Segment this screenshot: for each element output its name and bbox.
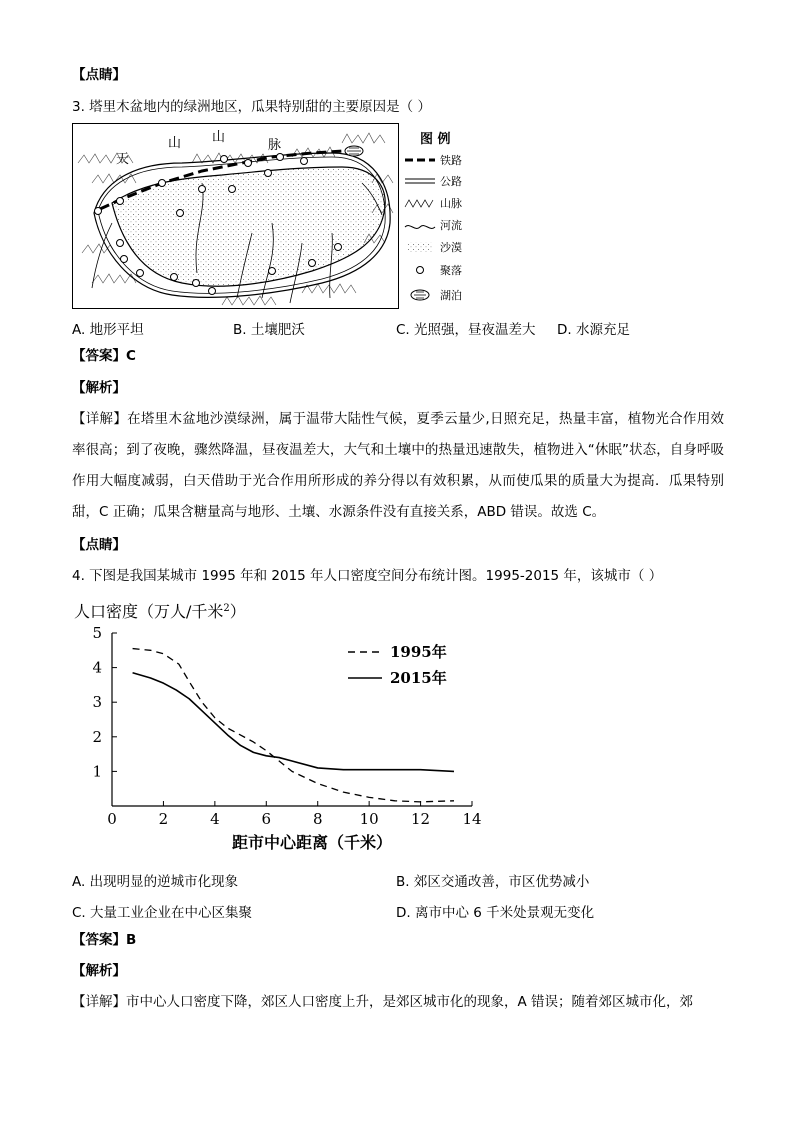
x-tick-label: 0 [107, 810, 117, 828]
y-tick-label: 2 [92, 727, 102, 746]
legend-mountain-label: 山脉 [440, 197, 462, 210]
legend-railway-label: 铁路 [440, 154, 462, 167]
legend-2015-label: 2015年 [390, 669, 447, 687]
legend-desert-symbol [407, 242, 433, 252]
population-density-chart [72, 598, 492, 858]
legend-river-label: 河流 [440, 219, 462, 232]
x-tick-label: 10 [359, 810, 379, 828]
chart-ylabel-sup: 2 [223, 603, 230, 614]
q3-answer [72, 347, 136, 365]
x-tick-label: 12 [411, 810, 431, 828]
chart-xlabel: 距市中心距离（千米） [231, 833, 393, 852]
y-tick-label: 4 [92, 658, 102, 677]
q4-option-b: B. 郊区交通改善，市区优势减小 [396, 874, 590, 890]
chart-legend [348, 643, 447, 687]
x-tick-label: 8 [312, 810, 323, 828]
q4-option-c: C. 大量工业企业在中心区集聚 [72, 905, 253, 921]
tarim-basin-map [72, 123, 472, 309]
y-tick-label: 3 [92, 693, 102, 712]
y-tick-label: 5 [92, 624, 102, 642]
chart-ylabel [74, 602, 246, 621]
q2-dianjing-label: 【点睛】 [72, 67, 126, 83]
chart-ylabel-base: 人口密度（万人/千米 [74, 602, 224, 621]
q3-analysis-label: 【解析】 [72, 380, 126, 396]
legend-settlement-symbol [417, 267, 424, 274]
q4-analysis-label: 【解析】 [72, 963, 126, 979]
chart-ylabel-close: ） [229, 602, 246, 621]
legend-settlement-label: 聚落 [440, 264, 462, 277]
map-label-tian: 天 [116, 152, 130, 167]
y-tick-label: 1 [92, 762, 102, 781]
taklamakan-desert [112, 167, 385, 286]
legend-desert-label: 沙漠 [440, 241, 462, 254]
q4-answer-text: 【答案】B [72, 932, 137, 948]
x-tick-label: 2 [158, 810, 169, 828]
q3-option-c: C. 光照强，昼夜温差大 [396, 322, 536, 338]
legend-road-label: 公路 [440, 175, 462, 188]
q4-option-d: D. 离市中心 6 千米处景观无变化 [396, 905, 595, 921]
legend-lake-label: 湖泊 [440, 289, 462, 302]
q4-option-a: A. 出现明显的逆城市化现象 [72, 874, 239, 890]
legend-mountain-symbol [405, 200, 433, 207]
x-tick-label: 14 [462, 810, 482, 828]
legend-title: 图 例 [420, 132, 451, 147]
q3-option-a: A. 地形平坦 [72, 322, 144, 338]
x-tick-label: 6 [261, 810, 272, 828]
q3-dianjing-label: 【点睛】 [72, 537, 126, 553]
q3-option-d: D. 水源充足 [557, 322, 630, 338]
map-label-mai: 脉 [268, 138, 282, 153]
q3-detail: 【详解】在塔里木盆地沙漠绿洲，属于温带大陆性气候，夏季云量少,日照充足，热量丰富，植物光合作用效率很高；到了夜晚，骤然降温，昼夜温差大，大气和土壤中的热量迅速散失，植物进入“休眠”状态，自身呼吸作用大幅度减弱，白天借助于光合作用所形成的养分得以有效积累，从而使瓜果的质量大为提高．瓜果特别甜，C 正确；瓜果含糖量高与地形、土壤、水源条件没有直接关系，ABD 错误。故选 C。 [72, 411, 724, 520]
x-tick-label: 4 [210, 810, 220, 828]
q4-detail: 【详解】市中心人口密度下降，郊区人口密度上升，是郊区城市化的现象，A 错误；随着郊区城市化，郊 [72, 994, 694, 1010]
map-label-shan-2: 山 [212, 130, 226, 145]
q3-option-b: B. 土壤肥沃 [233, 322, 305, 338]
legend-1995-label: 1995年 [390, 643, 447, 661]
map-label-shan-1: 山 [168, 136, 182, 151]
q4-answer [72, 931, 136, 949]
series-line-2015年 [133, 673, 454, 772]
q3-stem: 3. 塔里木盆地内的绿洲地区，瓜果特别甜的主要原因是（ ） [72, 99, 431, 115]
legend-river-symbol [405, 226, 435, 229]
q3-answer-text: 【答案】C [72, 348, 136, 364]
q4-stem: 4. 下图是我国某城市 1995 年和 2015 年人口密度空间分布统计图。1995-2015 年，该城市（ ） [72, 568, 663, 584]
map-legend [405, 131, 462, 302]
